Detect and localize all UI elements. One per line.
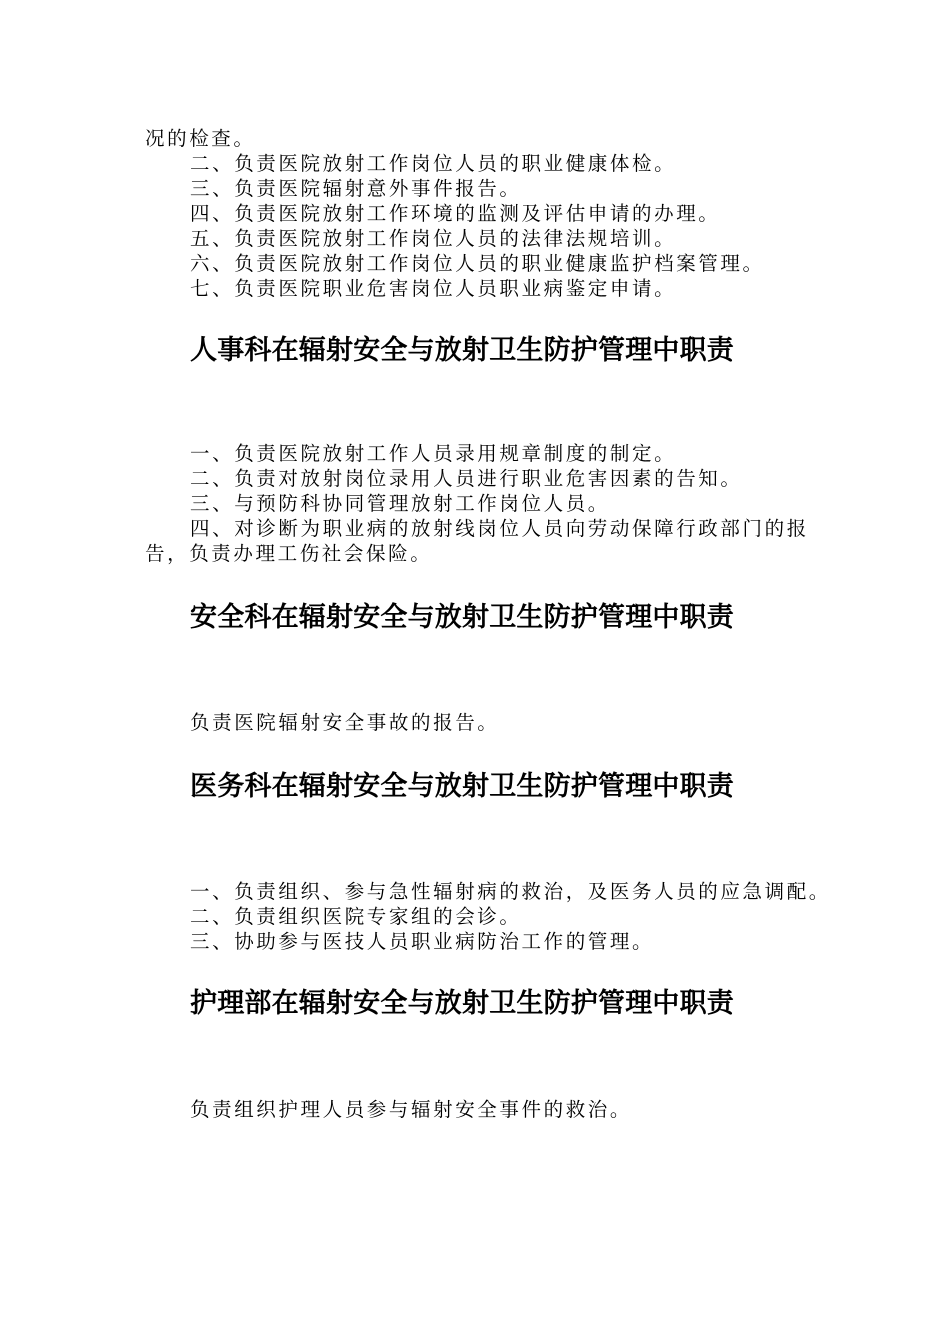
section-heading-safety: 安全科在辐射安全与放射卫生防护管理中职责	[190, 602, 734, 633]
section-line: 三、协助参与医技人员职业病防治工作的管理。	[190, 930, 655, 953]
intro-item: 四、负责医院放射工作环境的监测及评估申请的办理。	[190, 202, 721, 225]
intro-item: 五、负责医院放射工作岗位人员的法律法规培训。	[190, 227, 677, 250]
intro-continuation: 况的检查。	[145, 127, 256, 150]
section-line: 负责医院辐射安全事故的报告。	[190, 711, 500, 734]
intro-item: 六、负责医院放射工作岗位人员的职业健康监护档案管理。	[190, 252, 765, 275]
intro-item: 三、负责医院辐射意外事件报告。	[190, 177, 522, 200]
section-line: 一、负责医院放射工作人员录用规章制度的制定。	[190, 442, 677, 465]
section-line: 三、与预防科协同管理放射工作岗位人员。	[190, 492, 610, 515]
section-line: 负责组织护理人员参与辐射安全事件的救治。	[190, 1098, 633, 1121]
section-line: 四、对诊断为职业病的放射线岗位人员向劳动保障行政部门的报	[190, 517, 809, 540]
intro-item: 七、负责医院职业危害岗位人员职业病鉴定申请。	[190, 277, 677, 300]
section-heading-medical-affairs: 医务科在辐射安全与放射卫生防护管理中职责	[190, 771, 734, 802]
section-line: 二、负责组织医院专家组的会诊。	[190, 905, 522, 928]
section-line: 一、负责组织、参与急性辐射病的救治，及医务人员的应急调配。	[190, 880, 831, 903]
section-line: 告，负责办理工伤社会保险。	[145, 542, 433, 565]
intro-item: 二、负责医院放射工作岗位人员的职业健康体检。	[190, 152, 677, 175]
section-line: 二、负责对放射岗位录用人员进行职业危害因素的告知。	[190, 467, 743, 490]
section-heading-nursing: 护理部在辐射安全与放射卫生防护管理中职责	[190, 988, 734, 1019]
section-heading-personnel: 人事科在辐射安全与放射卫生防护管理中职责	[190, 335, 734, 366]
